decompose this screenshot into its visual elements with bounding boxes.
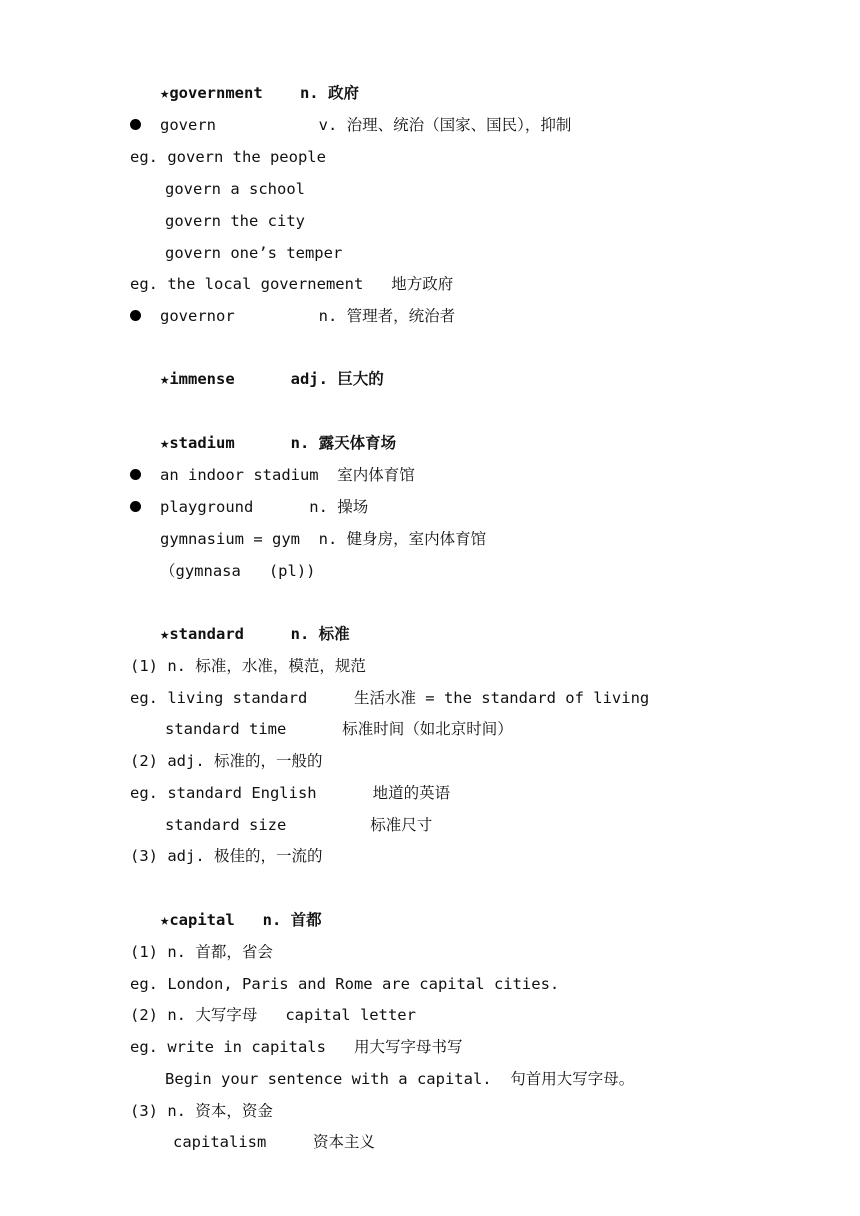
definition-line: govern v. 治理、统治（国家、国民），抑制 [160, 116, 572, 134]
sense-line: (2) n. 大写字母 capital letter [130, 1006, 416, 1024]
sense-line: (3) n. 资本，资金 [130, 1102, 273, 1120]
definition-line: （gymnasa (pl)) [160, 562, 316, 580]
definition-line: an indoor stadium 室内体育馆 [160, 466, 415, 484]
definition-line: gymnasium = gym n. 健身房，室内体育馆 [160, 530, 487, 548]
example-line: eg. standard English 地道的英语 [130, 784, 451, 802]
bullet-icon [130, 469, 141, 480]
bullet-icon [130, 310, 141, 321]
sense-line: (3) adj. 极佳的，一流的 [130, 847, 323, 865]
example-line: eg. London, Paris and Rome are capital cities. [130, 975, 560, 993]
sense-line: (2) adj. 标准的，一般的 [130, 752, 323, 770]
example-line: govern one’s temper [165, 244, 343, 262]
headword-standard: ★standard n. 标准 [160, 625, 350, 643]
example-line: Begin your sentence with a capital. 句首用大写字母。 [165, 1070, 635, 1088]
sense-line: (1) n. 首都，省会 [130, 943, 273, 961]
definition-line: governor n. 管理者，统治者 [160, 307, 456, 325]
example-line: eg. govern the people [130, 148, 326, 166]
bullet-icon [130, 501, 141, 512]
headword-capital: ★capital n. 首都 [160, 911, 322, 929]
example-line: standard size 标准尺寸 [165, 816, 433, 834]
bullet-icon [130, 119, 141, 130]
example-line: eg. the local governement 地方政府 [130, 275, 454, 293]
example-line: eg. write in capitals 用大写字母书写 [130, 1038, 463, 1056]
headword-stadium: ★stadium n. 露天体育场 [160, 434, 397, 452]
example-line: govern the city [165, 212, 305, 230]
sense-line: (1) n. 标准，水准，模范，规范 [130, 657, 366, 675]
definition-line: playground n. 操场 [160, 498, 369, 516]
headword-government: ★government n. 政府 [160, 84, 359, 102]
example-line: standard time 标准时间（如北京时间） [165, 720, 513, 738]
example-line: eg. living standard 生活水准 = the standard of living [130, 689, 650, 707]
headword-immense: ★immense adj. 巨大的 [160, 370, 384, 388]
definition-line: capitalism 资本主义 [173, 1133, 375, 1151]
example-line: govern a school [165, 180, 305, 198]
